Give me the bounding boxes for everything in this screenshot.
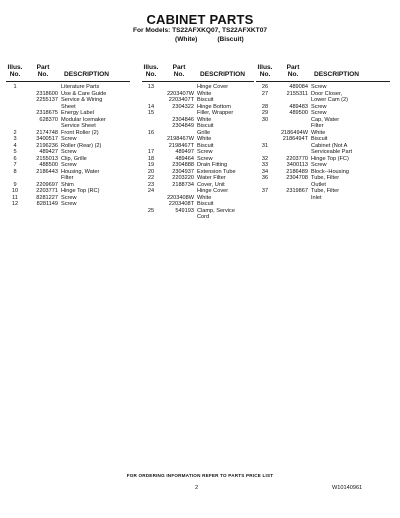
part-number: 2304937 — [172, 168, 194, 175]
illus-number: 4 — [13, 142, 17, 149]
part-description: Filter — [311, 123, 324, 129]
part-number: 2304846 — [172, 116, 194, 123]
illus-number: 11 — [12, 194, 18, 201]
part-header: Part — [36, 64, 50, 71]
part-number: 8281149 — [36, 201, 58, 207]
part-number: 2188734 — [172, 181, 194, 188]
part-description: Housing, Water — [61, 168, 100, 175]
part-description: Door Closer, — [311, 90, 343, 97]
illus-number: 5 — [13, 149, 17, 155]
part-description: Cap, Water — [311, 116, 340, 123]
part-description: Serviceable Part — [311, 149, 353, 155]
illus-number: 20 — [147, 168, 155, 175]
description-header: DESCRIPTION — [64, 71, 110, 78]
part-description: Drain Fitting — [197, 162, 228, 168]
illus-number: 27 — [261, 90, 269, 97]
part-number: 2203407T — [168, 97, 194, 103]
part-description: Tube, Filter — [311, 175, 340, 181]
part-row — [256, 195, 396, 202]
part-number: 2174748 — [36, 129, 58, 136]
part-description: Screw — [197, 149, 213, 155]
part-number: 489427 — [39, 149, 58, 155]
part-number: 2196236 — [36, 142, 58, 149]
illus-number: 1 — [13, 84, 17, 90]
part-number: 2319867 — [286, 188, 308, 194]
illus-number: 29 — [261, 110, 269, 116]
illus-number: 32 — [261, 155, 269, 162]
column-header: Illus. No. Part No. DESCRIPTION — [142, 64, 260, 80]
header-rule — [6, 81, 130, 82]
part-description: Front Roller (2) — [61, 129, 99, 136]
part-number: 2203407W — [166, 90, 194, 97]
illus-number: 15 — [147, 110, 155, 116]
illus-number: 13 — [147, 84, 155, 90]
illus-header: Illus. — [257, 64, 273, 71]
parts-column-3 — [256, 64, 396, 201]
illus-number: 23 — [147, 181, 155, 188]
document-number: W10140961 — [332, 485, 363, 491]
part-description: Energy Label — [61, 110, 94, 116]
part-number: 2318675 — [36, 110, 58, 116]
part-description: White — [311, 129, 326, 136]
part-description: White — [197, 194, 212, 201]
illus-number: 19 — [147, 162, 155, 168]
header-rule — [142, 81, 254, 82]
model-list: For Models: TS22AFXKQ07, TS22AFXKT07 — [132, 27, 268, 34]
illus-header: Illus. — [143, 64, 159, 71]
illus-number: 34 — [261, 168, 269, 175]
part-number: 489500 — [289, 110, 308, 116]
part-number: 489084 — [289, 84, 308, 90]
part-description: Hinge Bottom — [197, 103, 231, 110]
part-description: Screw — [311, 162, 327, 168]
illus-number: 37 — [261, 188, 269, 194]
ordering-note: FOR ORDERING INFORMATION REFER TO PARTS PRICE LIST — [126, 473, 274, 478]
part-description: Use & Care Guide — [61, 90, 107, 97]
illus-header: Illus. — [7, 64, 23, 71]
description-header: DESCRIPTION — [200, 71, 246, 78]
part-number: 2155311 — [286, 90, 308, 97]
illus-number: 8 — [13, 168, 17, 175]
part-description: Screw — [311, 110, 327, 116]
illus-number: 24 — [147, 188, 155, 194]
part-number: 2203220 — [172, 175, 194, 181]
part-number: 2209697 — [36, 181, 58, 188]
part-description: Biscuit — [311, 136, 328, 142]
part-number: 2198467W — [166, 136, 194, 142]
part-number: 8281227 — [36, 194, 58, 201]
part-description: White — [197, 116, 212, 123]
part-description: Biscuit — [197, 201, 214, 207]
illus-number — [256, 195, 274, 202]
part-number: 489497 — [175, 149, 194, 155]
part-description: Screw — [311, 84, 327, 90]
part-number: 2155013 — [36, 155, 58, 162]
color-variants — [175, 36, 244, 43]
illus-number: 22 — [147, 175, 155, 181]
part-description: Filler, Wrapper — [197, 110, 234, 116]
part-description: Clip, Grille — [61, 155, 87, 162]
part-description: Extension Tube — [197, 168, 236, 175]
part-description: White — [197, 136, 212, 142]
part-description: Sheet — [61, 103, 76, 110]
part-number — [160, 214, 197, 221]
part-description: White — [197, 90, 212, 97]
part-number: 2304708 — [286, 175, 308, 181]
part-description: Grille — [197, 129, 211, 136]
column-header: Illus. No. Part No. DESCRIPTION — [256, 64, 396, 80]
part-description: Biscuit — [197, 123, 214, 129]
part-number: 2318600 — [36, 90, 58, 97]
part-description: Clamp, Service — [197, 207, 235, 214]
illus-number: 7 — [13, 162, 17, 168]
parts-column-2 — [142, 64, 260, 221]
illus-number: 31 — [261, 142, 269, 149]
part-number: 2203408W — [166, 194, 194, 201]
part-number: 2186494W — [280, 129, 308, 136]
variant-biscuit: (Biscuit) — [217, 36, 244, 43]
part-description: Cabinet (Not A — [311, 142, 348, 149]
part-number: 2198467T — [168, 142, 194, 149]
parts-list — [256, 84, 396, 201]
illus-number: 9 — [13, 181, 17, 188]
part-number: 2255137 — [36, 97, 58, 103]
part-description: Biscuit — [197, 142, 214, 149]
part-description: Screw — [61, 136, 77, 142]
illus-number: 6 — [13, 155, 17, 162]
part-description: Filter — [61, 175, 74, 181]
part-number: 2186489 — [286, 168, 308, 175]
part-description: Hinge Cover — [197, 84, 229, 90]
parts-column-1 — [6, 64, 136, 208]
illus-number: 36 — [261, 175, 269, 181]
part-description: Hinge Cover — [197, 188, 229, 194]
parts-list — [142, 84, 260, 221]
illus-number: 17 — [147, 149, 155, 155]
part-description: Water Filter — [197, 175, 226, 181]
part-header: Part — [286, 64, 300, 71]
part-number: 2304849 — [172, 123, 194, 129]
part-number: 2203408T — [168, 201, 194, 207]
part-number: 3400113 — [286, 162, 308, 168]
illus-number: 18 — [147, 155, 155, 162]
illus-number: 33 — [261, 162, 269, 168]
part-number — [274, 195, 311, 202]
part-description: Screw — [61, 149, 77, 155]
part-description: Roller (Rear) (2) — [61, 142, 102, 149]
part-description: Screw — [311, 103, 327, 110]
part-row — [142, 214, 260, 221]
part-description: Screw — [197, 155, 213, 162]
part-description: Screw — [61, 201, 77, 207]
illus-number — [142, 214, 160, 221]
part-description: Service & Wiring — [61, 97, 103, 103]
part-description: Inlet — [311, 194, 322, 201]
part-description: Cord — [197, 214, 210, 220]
part-number: 2186494T — [282, 136, 308, 142]
description-header: DESCRIPTION — [314, 71, 360, 78]
column-header: Illus. No. Part No. DESCRIPTION — [6, 64, 136, 80]
part-number: 489464 — [175, 155, 194, 162]
part-number: 628370 — [39, 116, 58, 123]
part-description: Shim — [61, 181, 74, 188]
part-description: Screw — [61, 194, 77, 201]
part-number: 3400517 — [36, 136, 58, 142]
part-number: 2304888 — [172, 162, 194, 168]
part-header: Part — [172, 64, 186, 71]
parts-list — [6, 84, 136, 208]
illus-number: 26 — [261, 84, 269, 90]
illus-number: 30 — [261, 116, 269, 123]
illus-number: 14 — [147, 103, 155, 110]
part-description: Outlet — [311, 181, 326, 188]
illus-number: 25 — [147, 207, 155, 214]
part-description: Modular Icemaker — [61, 116, 106, 123]
part-number: 2203771 — [36, 188, 58, 194]
illus-number: 3 — [13, 136, 17, 142]
illus-number: 2 — [13, 129, 17, 136]
part-description: Tube, Filter — [311, 188, 340, 194]
page-title: CABINET PARTS — [146, 12, 254, 27]
part-description: Literature Parts — [61, 84, 100, 90]
part-number: 2203770 — [286, 155, 308, 162]
part-description: Block--Housing — [311, 168, 349, 175]
part-description: Biscuit — [197, 97, 214, 103]
part-description: Screw — [61, 162, 77, 168]
part-number: 489483 — [289, 103, 308, 110]
header-rule — [256, 81, 390, 82]
part-description: Lower Cam (2) — [311, 97, 348, 103]
page-number: 2 — [195, 485, 199, 491]
illus-number: 10 — [11, 188, 19, 194]
part-description: Service Sheet — [61, 123, 96, 129]
part-description: Hinge Top (FC) — [311, 155, 349, 162]
part-number: 2186443 — [36, 168, 58, 175]
part-number: 2304322 — [172, 103, 194, 110]
variant-white: (White) — [175, 36, 198, 43]
part-number: 488500 — [39, 162, 58, 168]
part-description: Hinge Top (RC) — [61, 188, 100, 194]
part-number: 549193 — [175, 207, 194, 214]
part-row — [6, 201, 136, 208]
illus-number: 12 — [11, 201, 19, 207]
part-description: Cover, Unit — [197, 181, 225, 188]
illus-number: 16 — [147, 129, 155, 136]
illus-number: 28 — [261, 103, 269, 110]
